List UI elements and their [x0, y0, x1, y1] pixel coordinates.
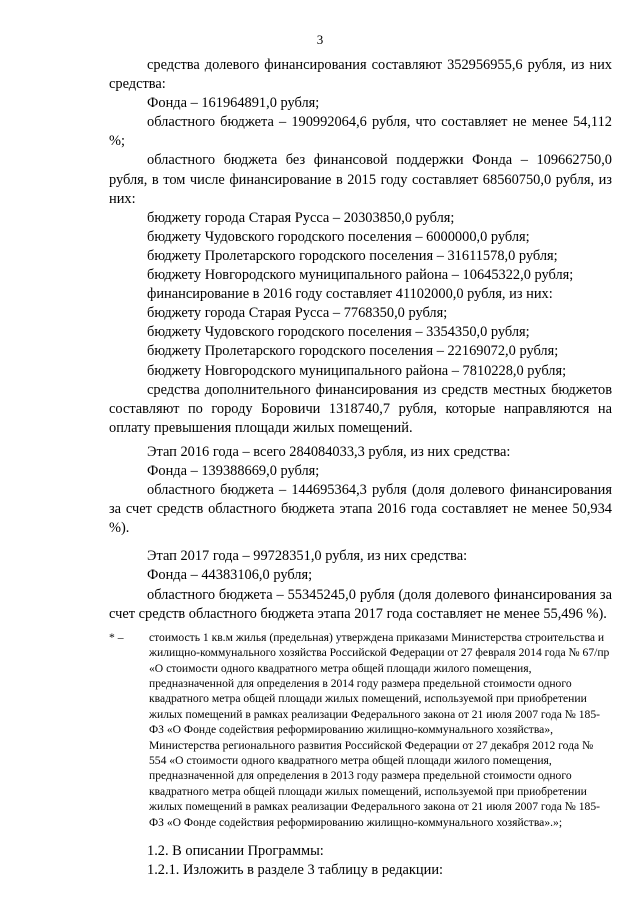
paragraph-stage-2016: Этап 2016 года – всего 284084033,3 рубля, из них средства: [147, 443, 511, 460]
paragraph-fund: Фонда – 161964891,0 рубля; [147, 95, 320, 112]
paragraph-fund-2017: Фонда – 44383106,0 рубля; [147, 567, 313, 584]
document-body [109, 56, 612, 880]
list-item: бюджету Пролетарского городского поселения – 31611578,0 рубля; [147, 247, 558, 264]
paragraph-stage-2017: Этап 2017 года – 99728351,0 рубля, из них средства: [147, 548, 468, 565]
list-item: бюджету Пролетарского городского поселения – 22169072,0 рубля; [147, 343, 559, 360]
list-item: бюджету города Старая Русса – 20303850,0 рубля; [147, 209, 455, 226]
paragraph-regional-without-fund: областного бюджета без финансовой поддержки Фонда – 109662750,0 рубля, в том числе финансирование в 2015 году составляет 68560750,0 рубля, из них: [109, 152, 612, 207]
section-heading: 1.2. В описании Программы: [147, 843, 324, 859]
paragraph-fund-2016: Фонда – 139388669,0 рубля; [147, 462, 320, 479]
paragraph-regional-2017: областного бюджета – 55345245,0 рубля (доля долевого финансирования за счет средств областного бюджета этапа 2017 года составляет не менее 55,496 %). [109, 586, 612, 622]
list-item: бюджету Чудовского городского поселения – 6000000,0 рубля; [147, 228, 530, 245]
paragraph-regional-budget: областного бюджета – 190992064,6 рубля, что составляет не менее 54,112 %; [109, 114, 612, 150]
paragraph-funding-total: средства долевого финансирования составляют 352956955,6 рубля, из них средства: [109, 57, 612, 93]
list-item: бюджету Новгородского муниципального района – 7810228,0 рубля; [147, 362, 567, 379]
list-item: бюджету Новгородского муниципального района – 10645322,0 рубля; [147, 267, 574, 284]
paragraph-financing-2016: финансирование в 2016 году составляет 41102000,0 рубля, из них: [147, 286, 553, 303]
footnote [109, 630, 612, 830]
section-subheading: 1.2.1. Изложить в разделе 3 таблицу в редакции: [147, 862, 444, 879]
list-item: бюджету Чудовского городского поселения – 3354350,0 рубля; [147, 324, 530, 341]
footnote-mark: * – [109, 630, 124, 644]
paragraph-regional-2016: областного бюджета – 144695364,3 рубля (доля долевого финансирования за счет средств областного бюджета этапа 2016 года составляет не менее 50,934 %). [109, 482, 612, 537]
paragraph-additional-funding: средства дополнительного финансирования из средств местных бюджетов составляют по городу Боровичи 1318740,7 рубля, которые направляются на оплату превышения площади жилых помещений. [109, 381, 612, 436]
list-item: бюджету города Старая Русса – 7768350,0 рубля; [147, 305, 448, 322]
page-number: 3 [316, 32, 324, 47]
footnote-text: стоимость 1 кв.м жилья (предельная) утверждена приказами Министерства строительства и жилищно-коммунального хозяйства Российской Федерации от 27 февраля 2014 года № 67/пр «О стоимости одного квадратного метра общей площади жилого помещения, предназначенной для определения в 2014 году размера предельной стоимости одного квадратного метра общей площади жилых помещений, используемой при приобретении жилых помещений в рамках реализации Федерального закона от 21 июля 2007 года № 185-ФЗ «О Фонде содействия реформированию жилищно-коммунального хозяйства», Министерства регионального развития Российской Федерации от 27 декабря 2012 года № 554 «О стоимости одного квадратного метра общей площади жилого помещения, предназначенной для определения в 2013 году размера предельной стоимости одного квадратного метра общей площади жилых помещений, используемой при приобретении жилых помещений в рамках реализации Федерального закона от 21 июля 2007 года № 185-ФЗ «О Фонде содействия реформированию жилищно-коммунального хозяйства».»; [149, 630, 610, 829]
